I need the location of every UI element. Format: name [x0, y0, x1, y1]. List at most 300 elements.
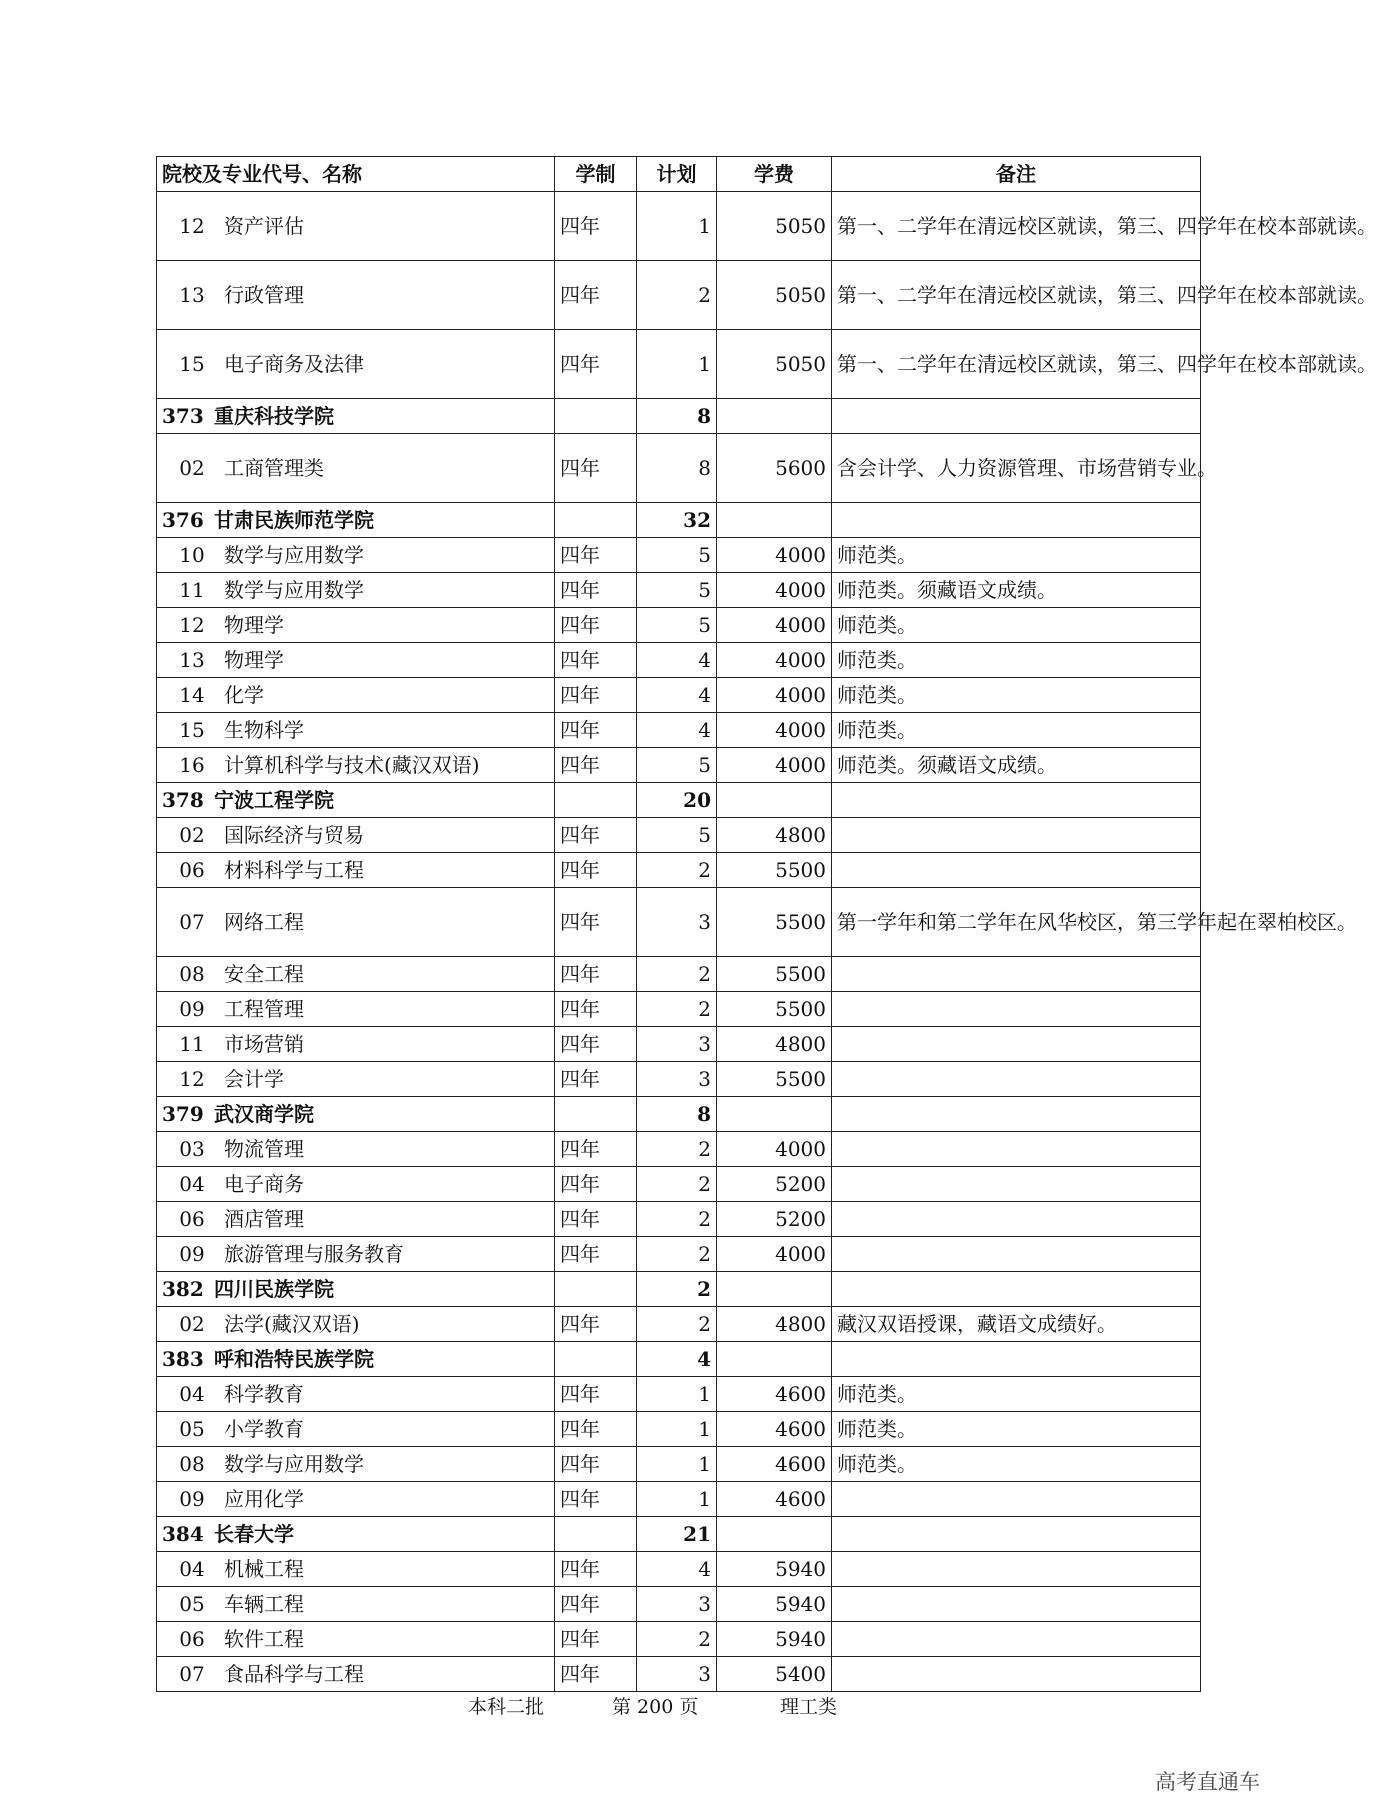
major-row: [157, 992, 1201, 1027]
major-name: 科学教育: [224, 1382, 304, 1406]
major-note: [832, 1587, 1201, 1622]
institution-name: 武汉商学院: [214, 1102, 314, 1126]
major-cell: [157, 888, 555, 957]
institution-name: 呼和浩特民族学院: [214, 1347, 374, 1371]
institution-row: [157, 1272, 1201, 1307]
major-code: 04: [179, 1557, 205, 1581]
major-plan: 1: [637, 1412, 717, 1447]
institution-row: [157, 1342, 1201, 1377]
major-plan: 3: [637, 1062, 717, 1097]
major-plan: 2: [637, 957, 717, 992]
major-note: 第一、二学年在清远校区就读，第三、四学年在校本部就读。: [832, 330, 1201, 399]
major-fee: 5500: [717, 888, 832, 957]
major-name: 会计学: [224, 1067, 284, 1091]
major-duration: 四年: [555, 1307, 637, 1342]
major-note: [832, 853, 1201, 888]
institution-plan: 32: [637, 503, 717, 538]
major-duration: 四年: [555, 573, 637, 608]
major-plan: 1: [637, 1377, 717, 1412]
institution-row: [157, 1517, 1201, 1552]
major-row: [157, 192, 1201, 261]
major-duration: 四年: [555, 1587, 637, 1622]
institution-cell: [157, 503, 555, 538]
major-cell: [157, 1657, 555, 1692]
major-fee: 5400: [717, 1657, 832, 1692]
major-duration: 四年: [555, 1622, 637, 1657]
institution-cell: [157, 1342, 555, 1377]
institution-code: 378: [162, 788, 204, 812]
major-note: 含会计学、人力资源管理、市场营销专业。: [832, 434, 1201, 503]
major-note: 第一学年和第二学年在风华校区，第三学年起在翠柏校区。: [832, 888, 1201, 957]
major-code: 02: [179, 823, 205, 847]
major-row: [157, 1447, 1201, 1482]
major-name: 电子商务: [224, 1172, 304, 1196]
institution-plan: 4: [637, 1342, 717, 1377]
major-fee: 4000: [717, 573, 832, 608]
major-duration: 四年: [555, 1447, 637, 1482]
institution-plan: 8: [637, 399, 717, 434]
major-duration: 四年: [555, 748, 637, 783]
major-row: [157, 888, 1201, 957]
major-cell: [157, 573, 555, 608]
major-code: 15: [179, 352, 205, 376]
major-duration: 四年: [555, 1482, 637, 1517]
major-row: [157, 643, 1201, 678]
major-note: [832, 1167, 1201, 1202]
major-note: 师范类。: [832, 1447, 1201, 1482]
major-note: [832, 1237, 1201, 1272]
institution-row: [157, 1097, 1201, 1132]
major-cell: [157, 1132, 555, 1167]
major-note: 第一、二学年在清远校区就读，第三、四学年在校本部就读。: [832, 192, 1201, 261]
major-duration: 四年: [555, 992, 637, 1027]
major-name: 旅游管理与服务教育: [224, 1242, 404, 1266]
major-note: [832, 1202, 1201, 1237]
major-fee: 5600: [717, 434, 832, 503]
major-code: 03: [179, 1137, 205, 1161]
major-code: 04: [179, 1382, 205, 1406]
institution-row: [157, 783, 1201, 818]
major-plan: 1: [637, 192, 717, 261]
major-fee: 5940: [717, 1622, 832, 1657]
major-note: 藏汉双语授课，藏语文成绩好。: [832, 1307, 1201, 1342]
major-name: 应用化学: [224, 1487, 304, 1511]
major-plan: 3: [637, 1587, 717, 1622]
institution-code: 384: [162, 1522, 204, 1546]
major-code: 14: [179, 683, 205, 707]
fee-cell: [717, 1097, 832, 1132]
major-row: [157, 1202, 1201, 1237]
major-duration: 四年: [555, 538, 637, 573]
major-duration: 四年: [555, 1202, 637, 1237]
major-code: 13: [179, 283, 205, 307]
institution-row: [157, 399, 1201, 434]
major-cell: [157, 330, 555, 399]
major-note: 第一、二学年在清远校区就读，第三、四学年在校本部就读。: [832, 261, 1201, 330]
major-code: 07: [179, 910, 205, 934]
institution-code: 376: [162, 508, 204, 532]
major-name: 工商管理类: [224, 456, 324, 480]
major-code: 05: [179, 1592, 205, 1616]
duration-cell: [555, 1272, 637, 1307]
major-note: [832, 957, 1201, 992]
major-name: 市场营销: [224, 1032, 304, 1056]
major-note: [832, 1062, 1201, 1097]
major-row: [157, 1027, 1201, 1062]
major-plan: 4: [637, 1552, 717, 1587]
note-cell: [832, 783, 1201, 818]
footer-category: 理工类: [780, 1696, 838, 1718]
major-plan: 8: [637, 434, 717, 503]
major-cell: [157, 992, 555, 1027]
major-fee: 5940: [717, 1587, 832, 1622]
fee-cell: [717, 1517, 832, 1552]
major-duration: 四年: [555, 1167, 637, 1202]
major-fee: 4600: [717, 1412, 832, 1447]
major-duration: 四年: [555, 1062, 637, 1097]
major-duration: 四年: [555, 1657, 637, 1692]
duration-cell: [555, 783, 637, 818]
major-cell: [157, 1027, 555, 1062]
major-code: 04: [179, 1172, 205, 1196]
major-note: [832, 1132, 1201, 1167]
major-fee: 5050: [717, 261, 832, 330]
institution-code: 379: [162, 1102, 204, 1126]
major-cell: [157, 1552, 555, 1587]
major-name: 车辆工程: [224, 1592, 304, 1616]
major-note: [832, 1657, 1201, 1692]
institution-cell: [157, 1272, 555, 1307]
major-fee: 4000: [717, 748, 832, 783]
major-row: [157, 261, 1201, 330]
major-row: [157, 748, 1201, 783]
major-duration: 四年: [555, 434, 637, 503]
major-cell: [157, 1412, 555, 1447]
duration-cell: [555, 503, 637, 538]
major-name: 数学与应用数学: [224, 1452, 364, 1476]
institution-plan: 8: [637, 1097, 717, 1132]
major-note: 师范类。: [832, 1412, 1201, 1447]
major-plan: 1: [637, 1482, 717, 1517]
major-row: [157, 678, 1201, 713]
major-name: 酒店管理: [224, 1207, 304, 1231]
major-duration: 四年: [555, 1237, 637, 1272]
major-row: [157, 1237, 1201, 1272]
note-cell: [832, 503, 1201, 538]
enrollment-plan-table: [156, 156, 1377, 1692]
major-row: [157, 1622, 1201, 1657]
institution-code: 383: [162, 1347, 204, 1371]
major-cell: [157, 1377, 555, 1412]
major-fee: 4600: [717, 1447, 832, 1482]
major-name: 数学与应用数学: [224, 578, 364, 602]
major-plan: 2: [637, 261, 717, 330]
table-header-row: [157, 157, 1201, 192]
major-name: 物理学: [224, 648, 284, 672]
major-code: 11: [179, 578, 205, 602]
footer-page-number: 第 200 页: [612, 1696, 699, 1718]
note-cell: [832, 1272, 1201, 1307]
major-name: 行政管理: [224, 283, 304, 307]
major-duration: 四年: [555, 261, 637, 330]
duration-cell: [555, 1097, 637, 1132]
major-code: 12: [179, 1067, 205, 1091]
major-note: 师范类。须藏语文成绩。: [832, 573, 1201, 608]
table-body: [157, 192, 1377, 1692]
major-plan: 5: [637, 818, 717, 853]
fee-cell: [717, 503, 832, 538]
major-cell: [157, 538, 555, 573]
major-cell: [157, 608, 555, 643]
major-code: 08: [179, 962, 205, 986]
major-fee: 5500: [717, 1062, 832, 1097]
major-code: 13: [179, 648, 205, 672]
major-code: 12: [179, 613, 205, 637]
header-note: 备注: [832, 157, 1201, 192]
major-row: [157, 1307, 1201, 1342]
major-row: [157, 1062, 1201, 1097]
major-cell: [157, 1307, 555, 1342]
major-row: [157, 713, 1201, 748]
major-row: [157, 957, 1201, 992]
fee-cell: [717, 1272, 832, 1307]
major-cell: [157, 1447, 555, 1482]
major-fee: 4600: [717, 1377, 832, 1412]
major-duration: 四年: [555, 853, 637, 888]
major-cell: [157, 748, 555, 783]
major-duration: 四年: [555, 1552, 637, 1587]
major-name: 机械工程: [224, 1557, 304, 1581]
major-duration: 四年: [555, 1377, 637, 1412]
major-fee: 4000: [717, 1132, 832, 1167]
institution-cell: [157, 1517, 555, 1552]
institution-name: 宁波工程学院: [214, 788, 334, 812]
note-cell: [832, 1342, 1201, 1377]
major-duration: 四年: [555, 192, 637, 261]
major-code: 06: [179, 858, 205, 882]
fee-cell: [717, 783, 832, 818]
major-note: 师范类。: [832, 1377, 1201, 1412]
major-note: [832, 1622, 1201, 1657]
major-plan: 5: [637, 538, 717, 573]
major-plan: 2: [637, 1237, 717, 1272]
major-fee: 4800: [717, 1307, 832, 1342]
major-duration: 四年: [555, 957, 637, 992]
institution-name: 甘肃民族师范学院: [214, 508, 374, 532]
major-plan: 1: [637, 1447, 717, 1482]
major-name: 工程管理: [224, 997, 304, 1021]
duration-cell: [555, 1342, 637, 1377]
institution-name: 四川民族学院: [214, 1277, 334, 1301]
major-cell: [157, 678, 555, 713]
major-cell: [157, 853, 555, 888]
major-note: 师范类。: [832, 538, 1201, 573]
major-code: 10: [179, 543, 205, 567]
major-code: 06: [179, 1627, 205, 1651]
major-cell: [157, 1482, 555, 1517]
major-plan: 2: [637, 1622, 717, 1657]
major-plan: 4: [637, 713, 717, 748]
major-name: 物流管理: [224, 1137, 304, 1161]
major-code: 09: [179, 997, 205, 1021]
major-cell: [157, 1167, 555, 1202]
major-code: 11: [179, 1032, 205, 1056]
major-code: 16: [179, 753, 205, 777]
major-row: [157, 330, 1201, 399]
major-row: [157, 1412, 1201, 1447]
major-fee: 5050: [717, 330, 832, 399]
major-code: 06: [179, 1207, 205, 1231]
major-fee: 4000: [717, 1237, 832, 1272]
major-fee: 4000: [717, 538, 832, 573]
major-note: [832, 1552, 1201, 1587]
major-cell: [157, 1587, 555, 1622]
institution-cell: [157, 783, 555, 818]
major-row: [157, 1482, 1201, 1517]
major-plan: 3: [637, 1657, 717, 1692]
major-plan: 2: [637, 1307, 717, 1342]
major-name: 数学与应用数学: [224, 543, 364, 567]
header-plan: 计划: [637, 157, 717, 192]
major-plan: 2: [637, 853, 717, 888]
major-plan: 5: [637, 748, 717, 783]
note-cell: [832, 1517, 1201, 1552]
major-fee: 4000: [717, 713, 832, 748]
major-duration: 四年: [555, 1132, 637, 1167]
institution-row: [157, 503, 1201, 538]
header-fee: 学费: [717, 157, 832, 192]
major-fee: 4000: [717, 678, 832, 713]
major-name: 软件工程: [224, 1627, 304, 1651]
major-name: 小学教育: [224, 1417, 304, 1441]
major-name: 化学: [224, 683, 264, 707]
major-fee: 5200: [717, 1202, 832, 1237]
major-row: [157, 538, 1201, 573]
major-duration: 四年: [555, 1412, 637, 1447]
major-plan: 5: [637, 608, 717, 643]
major-duration: 四年: [555, 818, 637, 853]
major-code: 09: [179, 1242, 205, 1266]
institution-name: 重庆科技学院: [214, 404, 334, 428]
major-name: 电子商务及法律: [224, 352, 364, 376]
major-plan: 3: [637, 1027, 717, 1062]
major-note: 师范类。: [832, 608, 1201, 643]
institution-cell: [157, 1097, 555, 1132]
major-fee: 4800: [717, 1027, 832, 1062]
major-code: 15: [179, 718, 205, 742]
major-code: 12: [179, 214, 205, 238]
major-cell: [157, 957, 555, 992]
major-cell: [157, 818, 555, 853]
major-fee: 5500: [717, 853, 832, 888]
major-fee: 4000: [717, 643, 832, 678]
major-code: 08: [179, 1452, 205, 1476]
major-name: 网络工程: [224, 910, 304, 934]
major-code: 02: [179, 1312, 205, 1336]
major-note: [832, 992, 1201, 1027]
major-plan: 4: [637, 678, 717, 713]
major-cell: [157, 1202, 555, 1237]
major-plan: 5: [637, 573, 717, 608]
major-code: 05: [179, 1417, 205, 1441]
major-name: 计算机科学与技术(藏汉双语): [224, 753, 480, 777]
major-name: 生物科学: [224, 718, 304, 742]
major-row: [157, 608, 1201, 643]
duration-cell: [555, 1517, 637, 1552]
major-cell: [157, 1062, 555, 1097]
institution-code: 373: [162, 404, 204, 428]
header-duration: 学制: [555, 157, 637, 192]
major-row: [157, 1167, 1201, 1202]
major-row: [157, 1132, 1201, 1167]
major-name: 食品科学与工程: [224, 1662, 364, 1686]
major-fee: 5500: [717, 957, 832, 992]
major-plan: 3: [637, 888, 717, 957]
major-row: [157, 1587, 1201, 1622]
major-fee: 5940: [717, 1552, 832, 1587]
major-name: 物理学: [224, 613, 284, 637]
institution-name: 长春大学: [214, 1522, 294, 1546]
major-code: 09: [179, 1487, 205, 1511]
major-row: [157, 434, 1201, 503]
note-cell: [832, 399, 1201, 434]
header-name: 院校及专业代号、名称: [157, 157, 555, 192]
major-fee: 5500: [717, 992, 832, 1027]
duration-cell: [555, 399, 637, 434]
major-note: 师范类。须藏语文成绩。: [832, 748, 1201, 783]
major-note: [832, 818, 1201, 853]
major-duration: 四年: [555, 608, 637, 643]
major-duration: 四年: [555, 888, 637, 957]
major-cell: [157, 434, 555, 503]
major-cell: [157, 261, 555, 330]
major-row: [157, 573, 1201, 608]
major-duration: 四年: [555, 1027, 637, 1062]
major-name: 安全工程: [224, 962, 304, 986]
major-code: 07: [179, 1662, 205, 1686]
major-row: [157, 1552, 1201, 1587]
major-cell: [157, 713, 555, 748]
institution-cell: [157, 399, 555, 434]
footer-batch: 本科二批: [468, 1696, 545, 1718]
major-row: [157, 853, 1201, 888]
major-code: 02: [179, 456, 205, 480]
major-fee: 5050: [717, 192, 832, 261]
major-plan: 4: [637, 643, 717, 678]
major-row: [157, 818, 1201, 853]
major-cell: [157, 1622, 555, 1657]
major-note: 师范类。: [832, 643, 1201, 678]
major-cell: [157, 643, 555, 678]
major-row: [157, 1377, 1201, 1412]
major-duration: 四年: [555, 330, 637, 399]
major-duration: 四年: [555, 678, 637, 713]
fee-cell: [717, 1342, 832, 1377]
major-plan: 2: [637, 1202, 717, 1237]
major-cell: [157, 192, 555, 261]
major-duration: 四年: [555, 713, 637, 748]
major-note: 师范类。: [832, 678, 1201, 713]
major-name: 国际经济与贸易: [224, 823, 364, 847]
major-cell: [157, 1237, 555, 1272]
major-name: 材料科学与工程: [224, 858, 364, 882]
major-name: 资产评估: [224, 214, 304, 238]
major-name: 法学(藏汉双语): [224, 1312, 360, 1336]
note-cell: [832, 1097, 1201, 1132]
major-plan: 2: [637, 1167, 717, 1202]
watermark-text: 高考直通车: [1155, 1770, 1260, 1794]
major-row: [157, 1657, 1201, 1692]
